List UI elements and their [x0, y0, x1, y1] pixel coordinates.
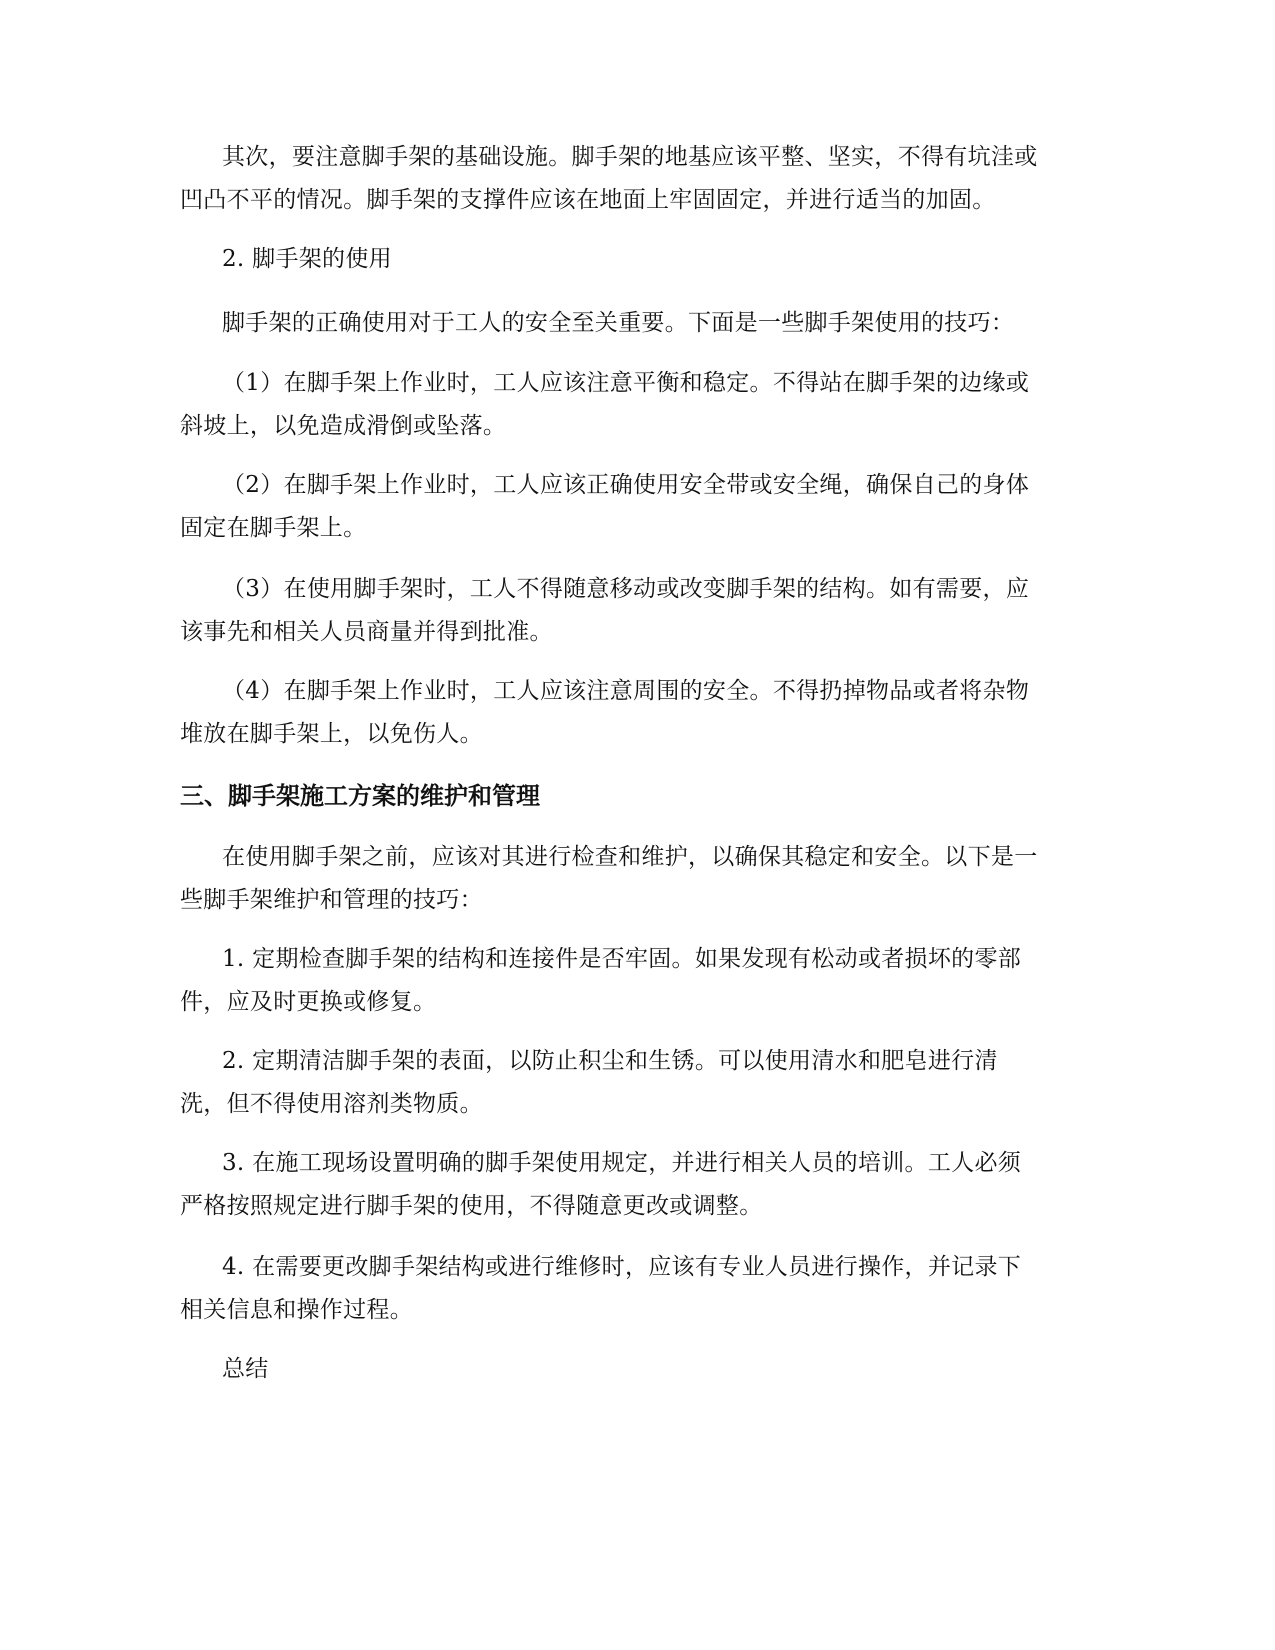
list-item-usage-1: （1）在脚手架上作业时，工人应该注意平衡和稳定。不得站在脚手架的边缘或斜坡上，以免造成滑倒或坠落。	[180, 370, 1030, 439]
list-item-maintenance-3: 3. 在施工现场设置明确的脚手架使用规定，并进行相关人员的培训。工人必须严格按照规定进行脚手架的使用，不得随意更改或调整。	[180, 1150, 1022, 1219]
summary-heading: 总结	[222, 1356, 269, 1382]
paragraph-maintenance-intro: 在使用脚手架之前，应该对其进行检查和维护，以确保其稳定和安全。以下是一些脚手架维护和管理的技巧：	[180, 844, 1038, 913]
section-heading-maintenance: 三、脚手架施工方案的维护和管理	[180, 782, 540, 810]
list-item-maintenance-1: 1. 定期检查脚手架的结构和连接件是否牢固。如果发现有松动或者损坏的零部件，应及时更换或修复。	[180, 946, 1022, 1015]
paragraph-usage-intro: 脚手架的正确使用对于工人的安全至关重要。下面是一些脚手架使用的技巧：	[222, 310, 1015, 336]
paragraph-foundation: 其次，要注意脚手架的基础设施。脚手架的地基应该平整、坚实，不得有坑洼或凹凸不平的情况。脚手架的支撑件应该在地面上牢固固定，并进行适当的加固。	[180, 144, 1038, 213]
list-item-maintenance-4: 4. 在需要更改脚手架结构或进行维修时，应该有专业人员进行操作，并记录下相关信息和操作过程。	[180, 1254, 1022, 1323]
list-item-usage-3: （3）在使用脚手架时，工人不得随意移动或改变脚手架的结构。如有需要，应该事先和相关人员商量并得到批准。	[180, 576, 1030, 645]
list-item-maintenance-2: 2. 定期清洁脚手架的表面，以防止积尘和生锈。可以使用清水和肥皂进行清洗，但不得使用溶剂类物质。	[180, 1048, 998, 1117]
list-item-usage-2: （2）在脚手架上作业时，工人应该正确使用安全带或安全绳，确保自己的身体固定在脚手架上。	[180, 472, 1030, 541]
subheading-usage: 2. 脚手架的使用	[222, 246, 392, 272]
list-item-usage-4: （4）在脚手架上作业时，工人应该注意周围的安全。不得扔掉物品或者将杂物堆放在脚手架上，以免伤人。	[180, 678, 1030, 747]
